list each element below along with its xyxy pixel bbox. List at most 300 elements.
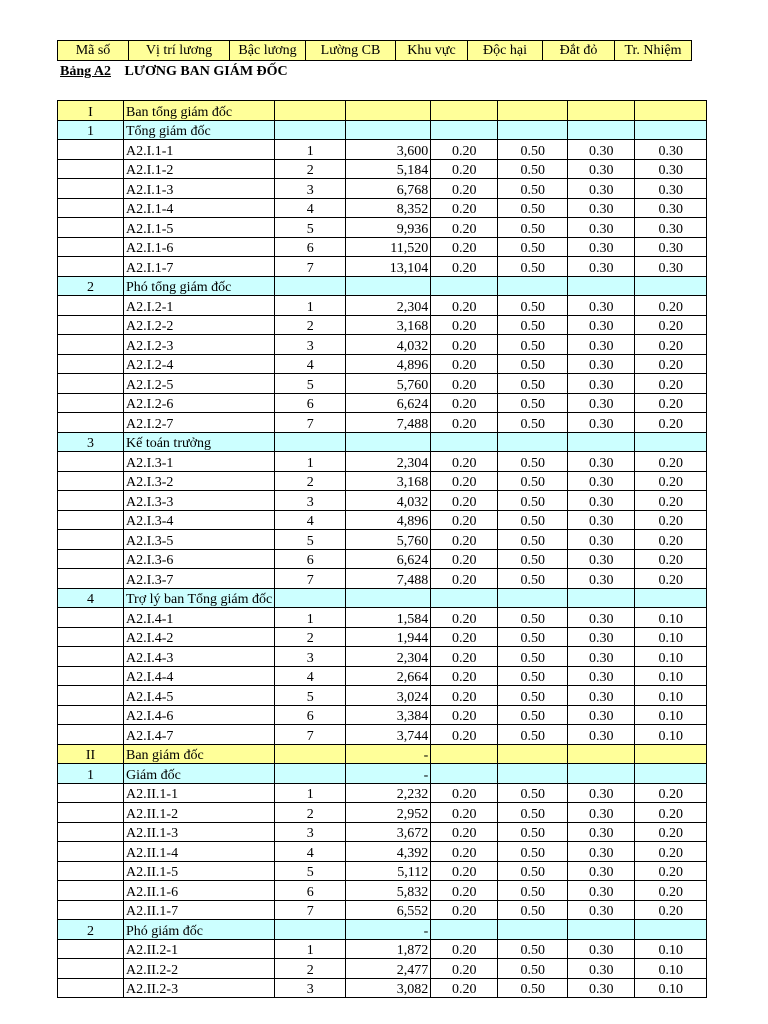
- doc-hai-cell-text: 0.50: [520, 182, 545, 198]
- header-luong-cb: Lường CB: [306, 41, 396, 61]
- position-cell: [124, 257, 275, 277]
- base-salary-cell: [346, 452, 431, 472]
- table-row: [58, 218, 707, 238]
- doc-hai-cell: [498, 861, 568, 881]
- step-cell: [275, 530, 346, 550]
- step-cell: [275, 705, 346, 725]
- khu-vuc-cell: [431, 120, 498, 140]
- base-salary-cell-text: 3,600: [396, 143, 429, 159]
- khu-vuc-cell-text: 0.20: [451, 260, 477, 276]
- dat-do-cell: [568, 413, 635, 433]
- base-salary-cell-text: 4,896: [396, 514, 429, 529]
- khu-vuc-cell-text: 0.20: [451, 163, 477, 178]
- table-row: [58, 237, 707, 257]
- position-cell-text: Trợ lý ban Tổng giám đốc: [126, 592, 273, 607]
- step-cell: [275, 920, 346, 940]
- position-cell-text: A2.I.1-7: [126, 260, 174, 276]
- step-cell: [275, 588, 346, 608]
- dat-do-cell: [568, 783, 635, 803]
- tr-nhiem-cell: [635, 198, 707, 218]
- code-cell: [58, 608, 124, 628]
- step-cell: [275, 881, 346, 901]
- dat-do-cell-text: 0.30: [588, 319, 614, 334]
- tr-nhiem-cell: [635, 296, 707, 316]
- doc-hai-cell-text: 0.50: [520, 377, 545, 393]
- step-cell: [275, 335, 346, 355]
- tr-nhiem-cell: [635, 764, 707, 784]
- khu-vuc-cell-text: 0.20: [451, 202, 477, 217]
- table-row: [58, 783, 707, 803]
- doc-hai-cell-text: 0.50: [520, 416, 545, 432]
- table-row: [58, 159, 707, 179]
- base-salary-cell-text: 5,760: [396, 377, 429, 393]
- dat-do-cell: [568, 978, 635, 998]
- code-cell: [58, 881, 124, 901]
- khu-vuc-cell: [431, 569, 498, 589]
- base-salary-cell: [346, 530, 431, 550]
- khu-vuc-cell: [431, 881, 498, 901]
- step-cell: [275, 666, 346, 686]
- step-cell-text: 6: [306, 884, 314, 900]
- khu-vuc-cell: [431, 725, 498, 745]
- dat-do-cell-text: 0.30: [588, 962, 614, 978]
- doc-hai-cell: [498, 432, 568, 452]
- step-cell-text: 5: [306, 533, 314, 549]
- step-cell-text: 1: [306, 299, 314, 315]
- step-cell: [275, 354, 346, 374]
- dat-do-cell-text: 0.30: [588, 182, 614, 198]
- step-cell: [275, 627, 346, 647]
- khu-vuc-cell: [431, 296, 498, 316]
- tr-nhiem-cell: [635, 491, 707, 511]
- khu-vuc-cell: [431, 842, 498, 862]
- code-cell: [58, 510, 124, 530]
- position-cell-text: A2.I.4-5: [126, 689, 174, 705]
- position-cell-text: A2.I.1-1: [126, 143, 174, 159]
- base-salary-cell-text: 4,032: [396, 494, 429, 510]
- khu-vuc-cell: [431, 413, 498, 433]
- step-cell-text: 1: [306, 143, 314, 159]
- khu-vuc-cell: [431, 783, 498, 803]
- tr-nhiem-cell-text: 0.20: [658, 787, 683, 802]
- position-cell: [124, 218, 275, 238]
- dat-do-cell: [568, 939, 635, 959]
- step-cell: [275, 783, 346, 803]
- dat-do-cell: [568, 257, 635, 277]
- step-cell: [275, 374, 346, 394]
- tr-nhiem-cell: [635, 452, 707, 472]
- step-cell: [275, 803, 346, 823]
- tr-nhiem-cell-text: 0.20: [658, 455, 683, 471]
- code-cell: [58, 335, 124, 355]
- position-cell: [124, 842, 275, 862]
- tr-nhiem-cell: [635, 510, 707, 530]
- position-cell: [124, 491, 275, 511]
- position-cell: [124, 471, 275, 491]
- dat-do-cell: [568, 686, 635, 706]
- doc-hai-cell: [498, 920, 568, 940]
- doc-hai-cell-text: 0.50: [520, 514, 545, 529]
- tr-nhiem-cell: [635, 276, 707, 296]
- position-cell-text: A2.I.1-4: [126, 202, 174, 217]
- khu-vuc-cell-text: 0.20: [451, 397, 477, 412]
- khu-vuc-cell-text: 0.20: [451, 865, 477, 880]
- code-cell: [58, 686, 124, 706]
- position-cell-text: A2.II.2-2: [126, 962, 179, 978]
- dat-do-cell: [568, 569, 635, 589]
- doc-hai-cell: [498, 744, 568, 764]
- khu-vuc-cell: [431, 237, 498, 257]
- position-cell: [124, 510, 275, 530]
- position-cell-text: A2.I.3-7: [126, 572, 174, 588]
- dat-do-cell: [568, 510, 635, 530]
- step-cell: [275, 198, 346, 218]
- doc-hai-cell: [498, 218, 568, 238]
- step-cell: [275, 549, 346, 569]
- doc-hai-cell: [498, 159, 568, 179]
- position-cell: [124, 393, 275, 413]
- dat-do-cell: [568, 218, 635, 238]
- tr-nhiem-cell-text: 0.20: [658, 475, 683, 490]
- header-tr-nhiem: Tr. Nhiệm: [615, 41, 692, 61]
- position-cell: [124, 822, 275, 842]
- column-header-table: [57, 40, 692, 61]
- tr-nhiem-cell: [635, 744, 707, 764]
- tr-nhiem-cell: [635, 393, 707, 413]
- step-cell-text: 7: [306, 728, 314, 744]
- base-salary-cell-text: 1,944: [396, 631, 429, 646]
- base-salary-cell: [346, 432, 431, 452]
- doc-hai-cell: [498, 881, 568, 901]
- doc-hai-cell-text: 0.50: [520, 904, 545, 919]
- doc-hai-cell: [498, 374, 568, 394]
- doc-hai-cell-text: 0.50: [520, 397, 545, 412]
- dat-do-cell-text: 0.30: [588, 982, 614, 997]
- tr-nhiem-cell: [635, 842, 707, 862]
- base-salary-cell-text: 6,624: [396, 553, 429, 568]
- base-salary-cell: [346, 647, 431, 667]
- khu-vuc-cell-text: 0.20: [451, 962, 477, 978]
- khu-vuc-cell-text: 0.20: [451, 514, 477, 529]
- step-cell-text: 4: [306, 358, 314, 373]
- base-salary-cell-text: 7,488: [396, 572, 429, 588]
- tr-nhiem-cell-text: 0.20: [658, 533, 683, 549]
- base-salary-cell-text: 13,104: [389, 260, 429, 276]
- tr-nhiem-cell: [635, 959, 707, 979]
- doc-hai-cell: [498, 276, 568, 296]
- table-row: [58, 842, 707, 862]
- khu-vuc-cell: [431, 939, 498, 959]
- khu-vuc-cell-text: 0.20: [451, 494, 477, 510]
- dat-do-cell: [568, 764, 635, 784]
- tr-nhiem-cell: [635, 315, 707, 335]
- step-cell: [275, 744, 346, 764]
- khu-vuc-cell: [431, 335, 498, 355]
- dat-do-cell-text: 0.30: [588, 299, 614, 315]
- dat-do-cell-text: 0.30: [588, 689, 614, 705]
- khu-vuc-cell: [431, 101, 498, 121]
- code-cell: [58, 198, 124, 218]
- table-row: [58, 705, 707, 725]
- position-cell-text: A2.I.2-1: [126, 299, 174, 315]
- step-cell-text: 5: [306, 865, 314, 880]
- tr-nhiem-cell: [635, 257, 707, 277]
- group-row: [58, 588, 707, 608]
- code-cell: [58, 315, 124, 335]
- position-cell: [124, 803, 275, 823]
- khu-vuc-cell: [431, 666, 498, 686]
- step-cell-text: 5: [306, 377, 314, 393]
- position-cell: [124, 608, 275, 628]
- dat-do-cell: [568, 276, 635, 296]
- dat-do-cell-text: 0.30: [588, 202, 614, 217]
- code-cell: [58, 978, 124, 998]
- position-cell-text: A2.II.1-5: [126, 865, 179, 880]
- base-salary-cell: [346, 900, 431, 920]
- position-cell: [124, 783, 275, 803]
- tr-nhiem-cell: [635, 627, 707, 647]
- table-row: [58, 315, 707, 335]
- tr-nhiem-cell-text: 0.20: [658, 358, 683, 373]
- dat-do-cell-text: 0.30: [588, 455, 614, 471]
- position-cell-text: Phó giám đốc: [126, 923, 203, 939]
- step-cell: [275, 978, 346, 998]
- tr-nhiem-cell: [635, 803, 707, 823]
- base-salary-cell-text: 3,384: [396, 709, 429, 724]
- step-cell-text: 1: [306, 943, 314, 958]
- doc-hai-cell: [498, 315, 568, 335]
- tr-nhiem-cell: [635, 861, 707, 881]
- salary-table-body: [58, 101, 707, 998]
- tr-nhiem-cell-text: 0.20: [658, 397, 683, 412]
- base-salary-cell: [346, 939, 431, 959]
- tr-nhiem-cell: [635, 783, 707, 803]
- base-salary-cell: [346, 861, 431, 881]
- step-cell: [275, 432, 346, 452]
- doc-hai-cell: [498, 569, 568, 589]
- position-cell: [124, 432, 275, 452]
- tr-nhiem-cell: [635, 179, 707, 199]
- tr-nhiem-cell: [635, 978, 707, 998]
- tr-nhiem-cell-text: 0.10: [658, 962, 683, 978]
- base-salary-cell-text: -: [423, 923, 429, 939]
- dat-do-cell-text: 0.30: [588, 670, 614, 685]
- base-salary-cell: [346, 783, 431, 803]
- base-salary-cell: [346, 315, 431, 335]
- table-row: [58, 627, 707, 647]
- step-cell-text: 5: [306, 689, 314, 705]
- position-cell-text: A2.I.2-4: [126, 358, 174, 373]
- khu-vuc-cell-text: 0.20: [451, 377, 477, 393]
- base-salary-cell-text: 2,304: [396, 455, 429, 471]
- step-cell: [275, 276, 346, 296]
- step-cell: [275, 218, 346, 238]
- tr-nhiem-cell-text: 0.20: [658, 338, 683, 354]
- khu-vuc-cell-text: 0.20: [451, 650, 477, 666]
- position-cell: [124, 705, 275, 725]
- code-cell: [58, 374, 124, 394]
- position-cell-text: A2.II.1-7: [126, 904, 179, 919]
- position-cell-text: A2.I.4-6: [126, 709, 174, 724]
- step-cell: [275, 237, 346, 257]
- dat-do-cell-text: 0.30: [588, 553, 614, 568]
- base-salary-cell: [346, 491, 431, 511]
- position-cell: [124, 296, 275, 316]
- khu-vuc-cell-text: 0.20: [451, 943, 477, 958]
- position-cell-text: A2.I.3-1: [126, 455, 174, 471]
- table-row: [58, 140, 707, 160]
- doc-hai-cell: [498, 257, 568, 277]
- tr-nhiem-cell-text: 0.20: [658, 377, 683, 393]
- doc-hai-cell: [498, 822, 568, 842]
- dat-do-cell: [568, 803, 635, 823]
- step-cell-text: 2: [306, 962, 314, 978]
- step-cell: [275, 822, 346, 842]
- tr-nhiem-cell-text: 0.20: [658, 494, 683, 510]
- dat-do-cell-text: 0.30: [588, 904, 614, 919]
- position-cell: [124, 569, 275, 589]
- code-cell-text: II: [85, 748, 96, 763]
- tr-nhiem-cell: [635, 354, 707, 374]
- tr-nhiem-cell: [635, 374, 707, 394]
- tr-nhiem-cell: [635, 549, 707, 569]
- khu-vuc-cell: [431, 764, 498, 784]
- group-row: [58, 120, 707, 140]
- position-cell-text: A2.I.4-4: [126, 670, 174, 685]
- doc-hai-cell: [498, 627, 568, 647]
- base-salary-cell: [346, 159, 431, 179]
- khu-vuc-cell: [431, 374, 498, 394]
- dat-do-cell: [568, 471, 635, 491]
- position-cell-text: Giám đốc: [126, 767, 181, 783]
- step-cell: [275, 491, 346, 511]
- position-cell: [124, 315, 275, 335]
- tr-nhiem-cell-text: 0.10: [658, 670, 683, 685]
- khu-vuc-cell-text: 0.20: [451, 728, 477, 744]
- doc-hai-cell-text: 0.50: [520, 553, 545, 568]
- base-salary-cell-text: 5,832: [396, 884, 429, 900]
- doc-hai-cell-text: 0.50: [520, 611, 545, 627]
- khu-vuc-cell-text: 0.20: [451, 182, 477, 198]
- position-cell-text: A2.I.3-5: [126, 533, 174, 549]
- tr-nhiem-cell-text: 0.20: [658, 826, 683, 841]
- khu-vuc-cell: [431, 393, 498, 413]
- code-cell: [58, 900, 124, 920]
- khu-vuc-cell: [431, 257, 498, 277]
- base-salary-cell: [346, 744, 431, 764]
- step-cell: [275, 413, 346, 433]
- step-cell-text: 3: [306, 182, 314, 198]
- tr-nhiem-cell: [635, 140, 707, 160]
- doc-hai-cell-text: 0.50: [520, 572, 545, 588]
- tr-nhiem-cell-text: 0.30: [658, 221, 683, 237]
- step-cell-text: 7: [306, 904, 314, 919]
- dat-do-cell-text: 0.30: [588, 631, 614, 646]
- base-salary-cell: [346, 705, 431, 725]
- dat-do-cell-text: 0.30: [588, 572, 614, 588]
- table-row: [58, 861, 707, 881]
- code-cell: [58, 296, 124, 316]
- header-doc-hai: Độc hại: [468, 41, 543, 61]
- code-cell: [58, 588, 124, 608]
- base-salary-cell: [346, 120, 431, 140]
- doc-hai-cell-text: 0.50: [520, 884, 545, 900]
- section-row: [58, 744, 707, 764]
- base-salary-cell-text: -: [423, 767, 429, 783]
- code-cell: [58, 413, 124, 433]
- doc-hai-cell-text: 0.50: [520, 806, 545, 822]
- dat-do-cell: [568, 647, 635, 667]
- dat-do-cell: [568, 159, 635, 179]
- tr-nhiem-cell-text: 0.30: [658, 260, 683, 276]
- position-cell: [124, 627, 275, 647]
- position-cell: [124, 959, 275, 979]
- code-cell: [58, 354, 124, 374]
- table-row: [58, 198, 707, 218]
- base-salary-cell: [346, 822, 431, 842]
- tr-nhiem-cell-text: 0.30: [658, 143, 683, 159]
- position-cell: [124, 140, 275, 160]
- tr-nhiem-cell-text: 0.10: [658, 728, 683, 744]
- khu-vuc-cell-text: 0.20: [451, 572, 477, 588]
- khu-vuc-cell: [431, 140, 498, 160]
- position-cell: [124, 881, 275, 901]
- table-row: [58, 354, 707, 374]
- doc-hai-cell-text: 0.50: [520, 338, 545, 354]
- doc-hai-cell: [498, 978, 568, 998]
- tr-nhiem-cell-text: 0.10: [658, 650, 683, 666]
- header-khu-vuc: Khu vực: [396, 41, 468, 61]
- tr-nhiem-cell: [635, 608, 707, 628]
- code-cell-text: 1: [87, 767, 94, 783]
- dat-do-cell: [568, 335, 635, 355]
- table-row: [58, 900, 707, 920]
- position-cell-text: A2.II.1-1: [126, 787, 179, 802]
- doc-hai-cell: [498, 647, 568, 667]
- tr-nhiem-cell: [635, 335, 707, 355]
- dat-do-cell: [568, 959, 635, 979]
- base-salary-cell: [346, 101, 431, 121]
- position-cell-text: A2.I.3-6: [126, 553, 174, 568]
- base-salary-cell: [346, 978, 431, 998]
- position-cell: [124, 530, 275, 550]
- position-cell-text: A2.I.1-2: [126, 163, 174, 178]
- base-salary-cell: [346, 179, 431, 199]
- doc-hai-cell: [498, 140, 568, 160]
- base-salary-cell: [346, 237, 431, 257]
- position-cell-text: A2.I.2-7: [126, 416, 174, 432]
- code-cell: [58, 237, 124, 257]
- step-cell-text: 6: [306, 397, 314, 412]
- khu-vuc-cell: [431, 315, 498, 335]
- step-cell-text: 6: [306, 709, 314, 724]
- code-cell: [58, 452, 124, 472]
- tr-nhiem-cell: [635, 588, 707, 608]
- dat-do-cell-text: 0.30: [588, 241, 614, 256]
- dat-do-cell-text: 0.30: [588, 221, 614, 237]
- base-salary-cell-text: 8,352: [396, 202, 429, 217]
- doc-hai-cell: [498, 452, 568, 472]
- step-cell: [275, 686, 346, 706]
- group-row: [58, 432, 707, 452]
- doc-hai-cell: [498, 471, 568, 491]
- code-cell: [58, 647, 124, 667]
- doc-hai-cell: [498, 237, 568, 257]
- khu-vuc-cell: [431, 588, 498, 608]
- khu-vuc-cell-text: 0.20: [451, 611, 477, 627]
- doc-hai-cell-text: 0.50: [520, 260, 545, 276]
- base-salary-cell-text: 1,872: [396, 943, 429, 958]
